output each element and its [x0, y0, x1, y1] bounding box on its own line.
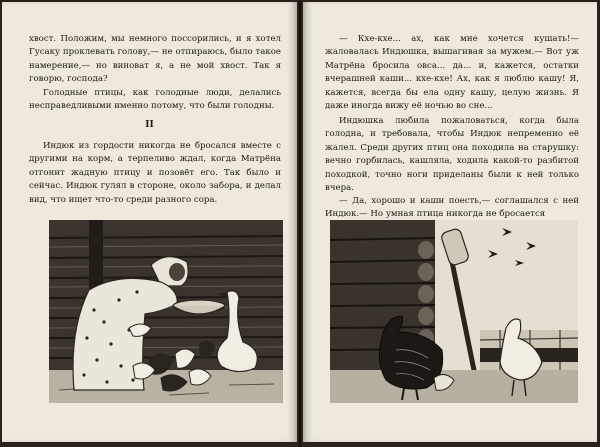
left-page [2, 2, 297, 442]
right-paragraph-1: — Кхе-кхе... ах, как мне хочется кушать!— жаловалась Индюшка, вышагивая за мужем.— Вот уж Матрёна бросила овса... да... и, кажется, остатки вчерашней каши... кхе-кхе! Ах, как я люблю кашу! Я, кажется, всегда бы ела одну кашу, целую жизнь. Я даже иногда вижу её ночью во сне... [325, 34, 579, 112]
illustration-turkeys-by-fence [330, 220, 578, 403]
right-page [303, 2, 597, 442]
woman-feeding-birds-drawing [49, 220, 283, 403]
illustration-woman-feeding-birds [49, 220, 283, 403]
turkeys-by-fence-drawing [330, 220, 578, 403]
left-paragraph-1: хвост. Положим, мы немного поссорились, и я хотел Гусаку проклевать голову,— не отпираюсь, было такое намерение,— но виноват я, а не мой хвост. Так я говорю, господа? [29, 34, 281, 85]
right-paragraph-2: Индюшка любила пожаловаться, когда была голодна, и требовала, чтобы Индюк непременно её жалел. Среди других птиц она походила на старушку: вечно горбилась, кашляла, ходила какой-то разбитой походкой, точно ноги приделаны были к ней только вчера. [325, 116, 579, 194]
left-paragraph-3: Индюк из гордости никогда не бросался вместе с другими на корм, а терпеливо ждал, когда Матрёна отгонит жадную птицу и позовёт его. Так было и сейчас. Индюк гулял в стороне, около забора, и делал вид, что ищет что-то среди разного сора. [29, 141, 281, 205]
right-paragraph-3: — Да, хорошо и каши поесть,— соглашался с ней Индюк.— Но умная птица никогда не бросается [325, 196, 579, 220]
chapter-numeral: II [145, 120, 154, 130]
left-paragraph-2: Голодные птицы, как голодные люди, делались несправедливыми именно потому, что были голодны. [29, 88, 281, 112]
